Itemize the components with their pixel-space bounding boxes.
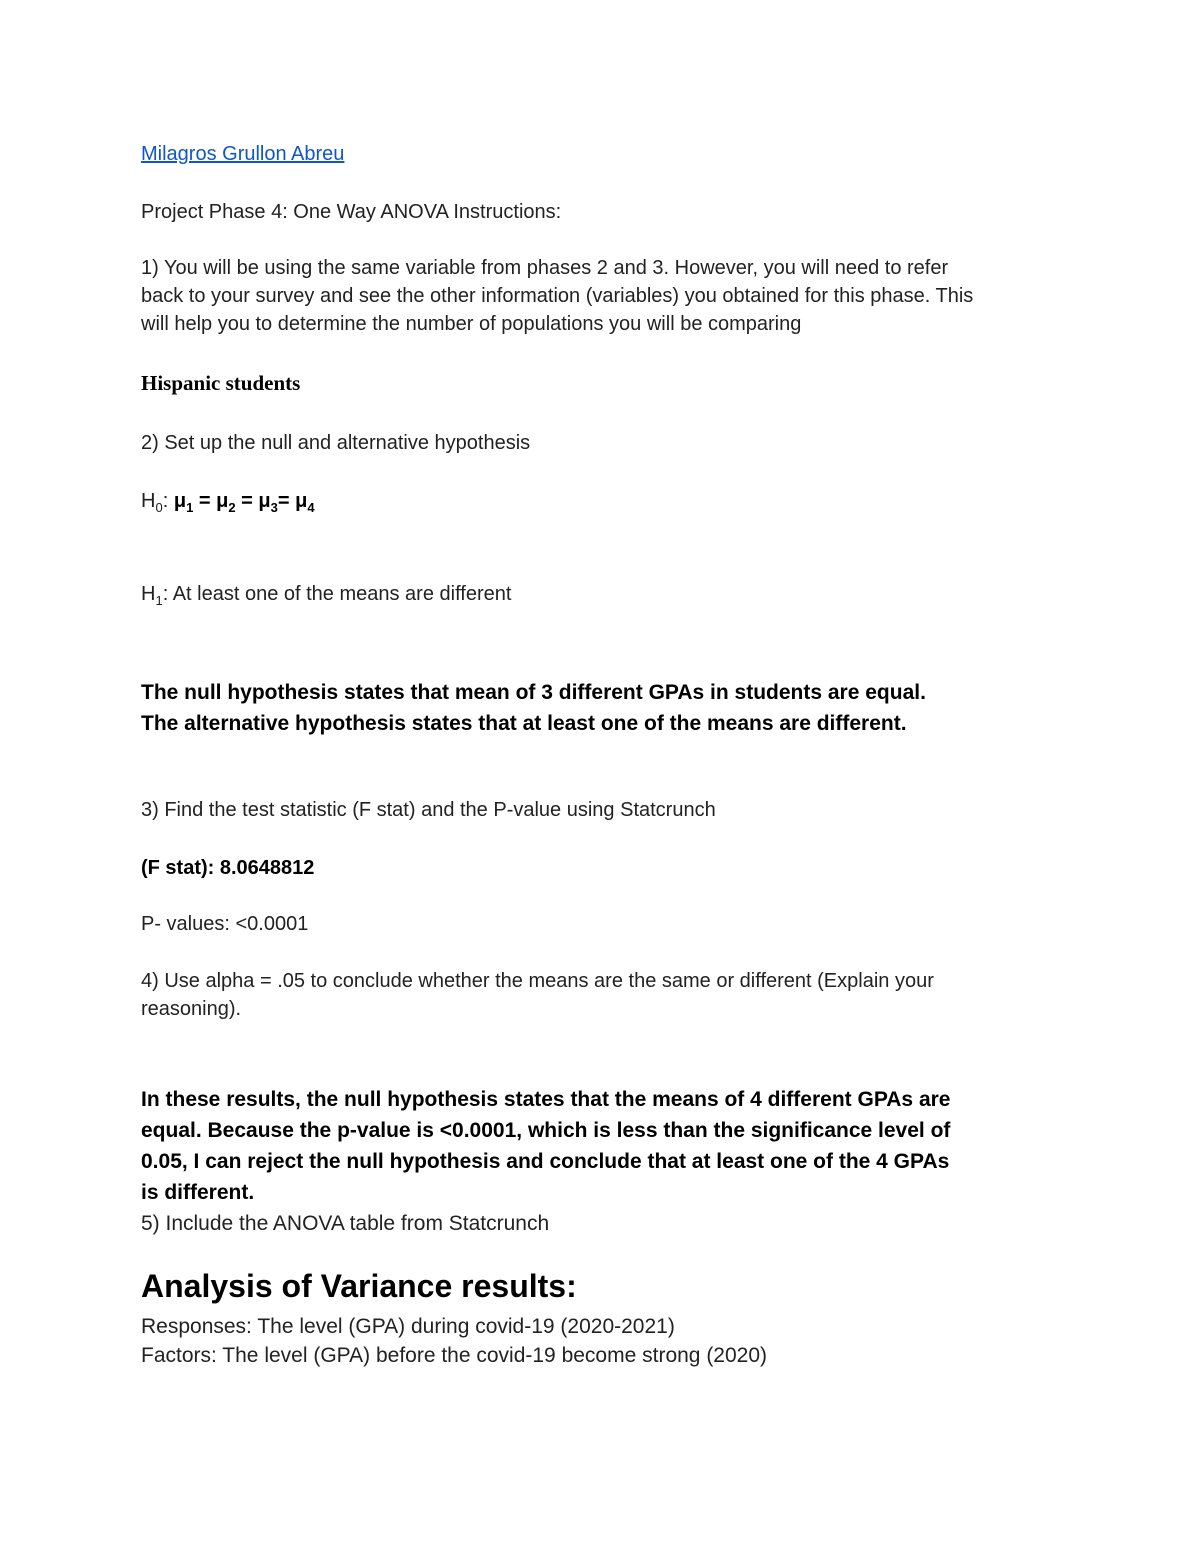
anova-heading: Analysis of Variance results: [141,1268,577,1304]
h0-label: H [141,490,156,512]
mu-3: = μ [235,490,271,512]
conclusion-line-4: is different. [141,1181,255,1204]
h0-colon: : [162,490,174,512]
question-2: 2) Set up the null and alternative hypothesis [141,432,531,454]
question-1-line-2: back to your survey and see the other information (variables) you obtained for this phase. This [141,285,974,307]
hypothesis-explanation-line-2: The alternative hypothesis states that at least one of the means are different. [141,712,907,735]
h1-text: : At least one of the means are different [162,583,512,605]
mu-1-subscript: 1 [186,500,194,515]
mu-2: = μ [193,490,229,512]
conclusion-line-2: equal. Because the p-value is <0.0001, which is less than the significance level of [141,1119,951,1142]
question-1-line-1: 1) You will be using the same variable from phases 2 and 3. However, you will need to refer [141,257,949,279]
anova-factors: Factors: The level (GPA) before the covid-19 become strong (2020) [141,1344,768,1367]
p-value: P- values: <0.0001 [141,913,309,935]
h1-subscript: 1 [155,593,163,608]
mu-4-subscript: 4 [307,500,315,515]
conclusion-line-1: In these results, the null hypothesis states that the means of 4 different GPAs are [141,1088,951,1111]
question-5: 5) Include the ANOVA table from Statcrunch [141,1212,550,1235]
author-link[interactable]: Milagros Grullon Abreu [141,143,345,165]
h1-label: H [141,583,156,605]
mu-4: = μ [277,490,308,512]
question-4-line-2: reasoning). [141,998,242,1020]
null-hypothesis [141,487,315,515]
hypothesis-explanation-line-1: The null hypothesis states that mean of 3 different GPAs in students are equal. [141,681,926,704]
question-1-line-3: will help you to determine the number of populations you will be comparing [141,313,802,335]
f-stat: (F stat): 8.0648812 [141,857,315,879]
document-title: Project Phase 4: One Way ANOVA Instructions: [141,201,562,223]
anova-responses: Responses: The level (GPA) during covid-19 (2020-2021) [141,1315,675,1338]
population-heading: Hispanic students [141,371,301,395]
mu-2-subscript: 2 [228,500,236,515]
conclusion-line-3: 0.05, I can reject the null hypothesis and conclude that at least one of the 4 GPAs [141,1150,950,1173]
question-3: 3) Find the test statistic (F stat) and the P-value using Statcrunch [141,799,716,821]
mu-1: μ [173,490,187,512]
h0-subscript: 0 [155,500,163,515]
question-4-line-1: 4) Use alpha = .05 to conclude whether the means are the same or different (Explain your [141,970,934,992]
alternative-hypothesis [141,580,511,608]
mu-3-subscript: 3 [270,500,278,515]
